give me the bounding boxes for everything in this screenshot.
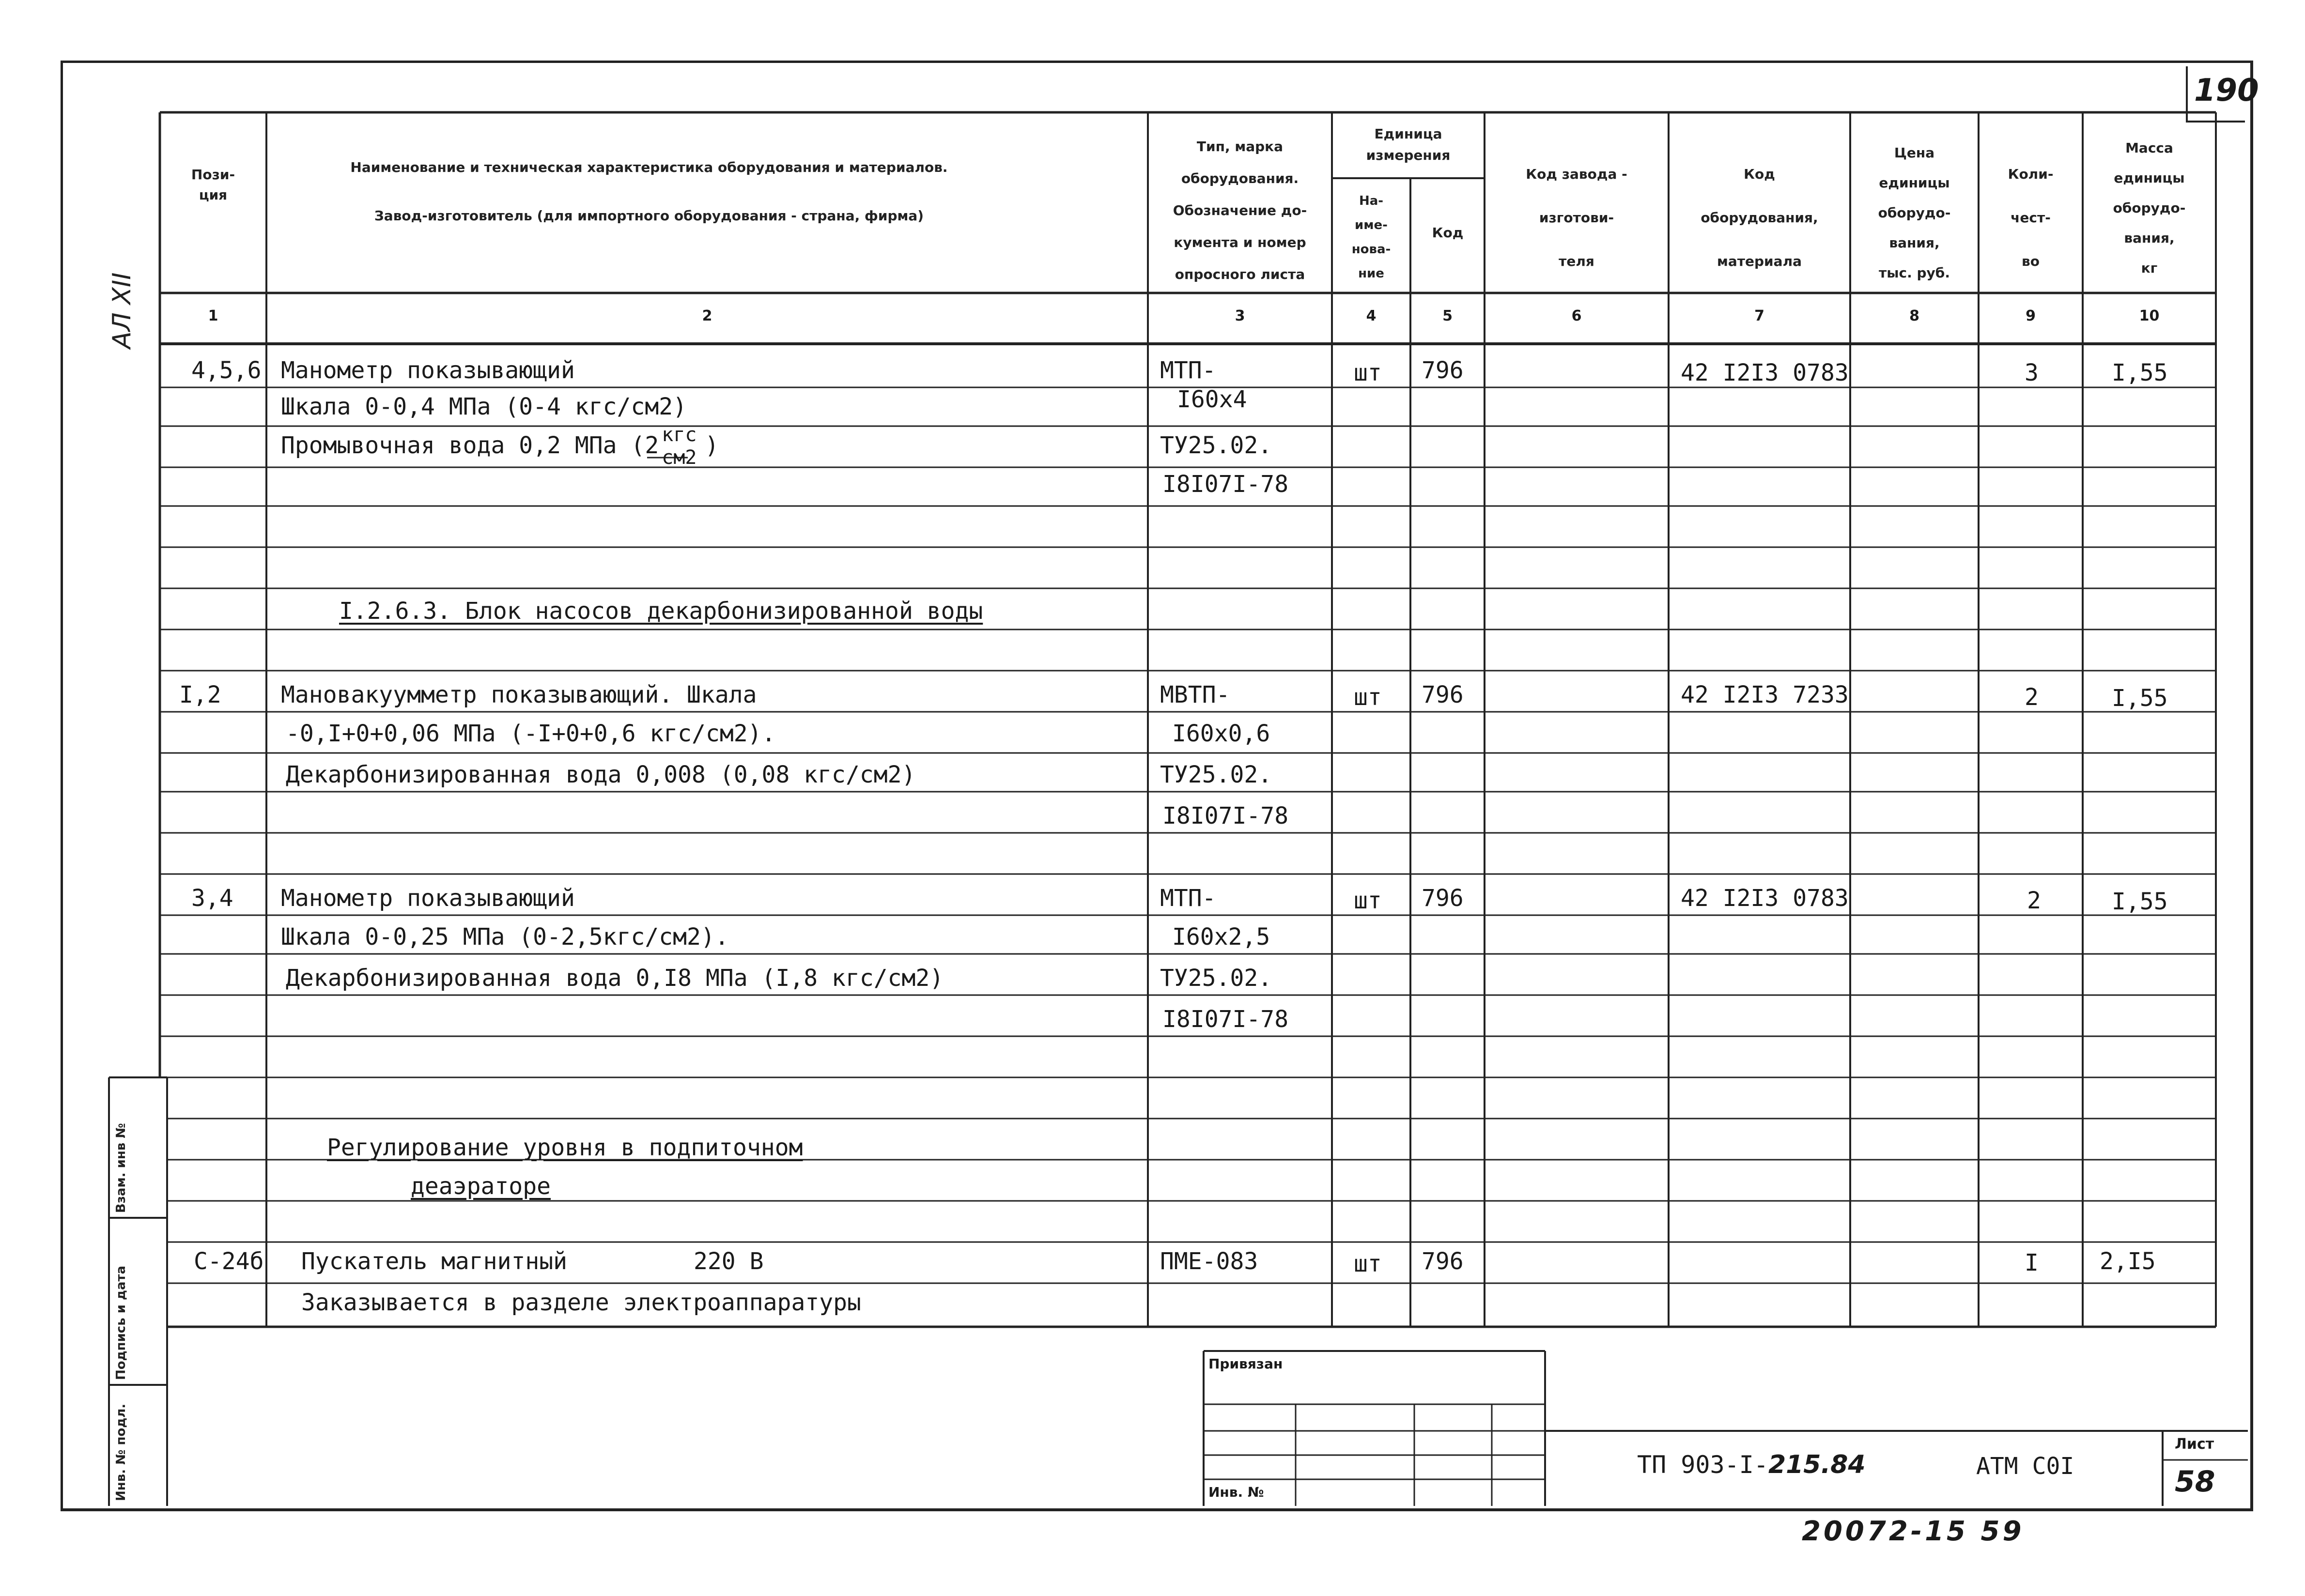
row13-voltage: 220 В [694, 1248, 764, 1275]
corner-page-number: 190 [2194, 73, 2259, 108]
row9-name: Манометр показывающий [281, 885, 575, 912]
footer-code: 20072-15 59 [1802, 1516, 2025, 1547]
section-heading-pumps: I.2.6.3. Блок насосов декарбонизированной воды [339, 598, 983, 625]
side-label-replaced-inv: Взам. инв № [114, 1123, 128, 1213]
header-unit-price: Цена единицы оборудо- вания, тыс. руб. [1878, 145, 1951, 281]
colnum-9: 9 [2026, 307, 2036, 324]
title-bound-label: Привязан [1208, 1356, 1283, 1372]
header-mass: Масса единицы оборудо- вания, кг [2113, 140, 2186, 276]
row13-unit: шт [1354, 1250, 1382, 1277]
header-unit-group: Единица измерения [1366, 126, 1451, 163]
header-equipment-code: Код оборудования, материала [1701, 166, 1818, 269]
row5-position: I,2 [179, 681, 221, 708]
header-unit-name: На- име- нова- ние [1351, 194, 1391, 281]
row7-name: Декарбонизированная вода 0,008 (0,08 кгс/см2) [286, 761, 916, 788]
row9-quantity: 2 [2027, 887, 2041, 914]
row1-unit: шт [1354, 359, 1382, 386]
row13-code: 796 [1422, 1248, 1464, 1275]
colnum-10: 10 [2139, 307, 2160, 324]
colnum-2: 2 [702, 307, 712, 324]
colnum-3: 3 [1235, 307, 1245, 324]
row1-quantity: 3 [2025, 359, 2039, 386]
row1-code: 796 [1422, 357, 1464, 384]
side-label-original-inv: Инв. № подл. [114, 1403, 128, 1501]
title-sheet-label: Лист [2175, 1436, 2214, 1453]
row13-mass: 2,I5 [2100, 1248, 2156, 1275]
row1-equipment-code: 42 I2I3 0783 [1681, 359, 1849, 386]
colnum-5: 5 [1442, 307, 1453, 324]
row11-type: ТУ25.02. [1160, 965, 1272, 992]
row1-name: Манометр показывающий [281, 357, 575, 384]
title-doc-code: ТП 903-I-215.84 [1637, 1450, 1866, 1479]
row5-unit: шт [1354, 684, 1382, 711]
row1-type: МТП- [1160, 357, 1216, 384]
row5-type: МВТП- [1160, 681, 1230, 708]
side-code: АЛ XII [108, 272, 137, 349]
title-inv-label: Инв. № [1208, 1484, 1264, 1500]
row12-type: I8I07I-78 [1162, 1006, 1289, 1033]
row13-type: ПМЕ-083 [1160, 1248, 1258, 1275]
header-type: Тип, марка оборудования. Обозначение до- кумента и номер опросного листа [1173, 138, 1307, 282]
row9-position: 3,4 [191, 885, 233, 912]
header-name-line2: Завод-изготовитель (для импортного оборудования - страна, фирма) [374, 208, 924, 224]
row10-type: I60x2,5 [1172, 923, 1270, 951]
row5-name: Мановакуумметр показывающий. Шкала [281, 681, 757, 708]
row14-name: Заказывается в разделе электроаппаратуры [301, 1289, 861, 1316]
row7-type: ТУ25.02. [1160, 761, 1272, 788]
row1-position: 4,5,6 [191, 357, 262, 384]
row9-unit: шт [1354, 887, 1382, 914]
header-unit-code: Код [1432, 225, 1464, 241]
row1-mass: I,55 [2112, 359, 2168, 386]
row3-name: Промывочная вода 0,2 МПа (2 кгс см2 ) [281, 424, 719, 469]
row13-name: Пускатель магнитный [301, 1248, 568, 1275]
row9-equipment-code: 42 I2I3 0783 [1681, 885, 1849, 912]
row11-name: Декарбонизированная вода 0,I8 МПа (I,8 кгс/см2) [286, 965, 944, 992]
row4-type: I8I07I-78 [1162, 471, 1289, 498]
colnum-4: 4 [1366, 307, 1377, 324]
row13-position: С-24б [194, 1248, 264, 1275]
row5-mass: I,55 [2112, 685, 2168, 712]
header-name-line1: Наименование и техническая характеристика оборудования и материалов. [350, 159, 948, 175]
side-label-signature-date: Подпись и дата [114, 1265, 128, 1380]
row5-code: 796 [1422, 681, 1464, 708]
section-heading-level-line1: Регулирование уровня в подпиточном [327, 1134, 803, 1161]
title-doc-mark: АТМ С0I [1976, 1453, 2074, 1480]
row3-type: ТУ25.02. [1160, 432, 1272, 459]
row5-quantity: 2 [2025, 684, 2039, 711]
row6-name: -0,I+0+0,06 МПа (-I+0+0,6 кгс/см2). [286, 720, 776, 747]
colnum-6: 6 [1571, 307, 1582, 324]
row13-quantity: I [2025, 1249, 2039, 1276]
row8-type: I8I07I-78 [1162, 802, 1289, 829]
header-position: Пози- ция [191, 167, 235, 203]
colnum-7: 7 [1754, 307, 1764, 324]
row9-code: 796 [1422, 885, 1464, 912]
row9-type: МТП- [1160, 885, 1216, 912]
row2-type: I60x4 [1177, 386, 1247, 413]
row5-equipment-code: 42 I2I3 7233 [1681, 681, 1849, 708]
colnum-1: 1 [208, 307, 218, 324]
row6-type: I60x0,6 [1172, 720, 1270, 747]
header-maker-code: Код завода - изготови- теля [1526, 166, 1627, 269]
row10-name: Шкала 0-0,25 МПа (0-2,5кгс/см2). [281, 923, 729, 951]
header-quantity: Коли- чест- во [2008, 166, 2054, 269]
row9-mass: I,55 [2112, 888, 2168, 915]
colnum-8: 8 [1909, 307, 1919, 324]
section-heading-level-line2: деаэраторе [411, 1173, 551, 1200]
title-sheet-number: 58 [2175, 1465, 2215, 1499]
row2-name: Шкала 0-0,4 МПа (0-4 кгс/см2) [281, 393, 687, 420]
